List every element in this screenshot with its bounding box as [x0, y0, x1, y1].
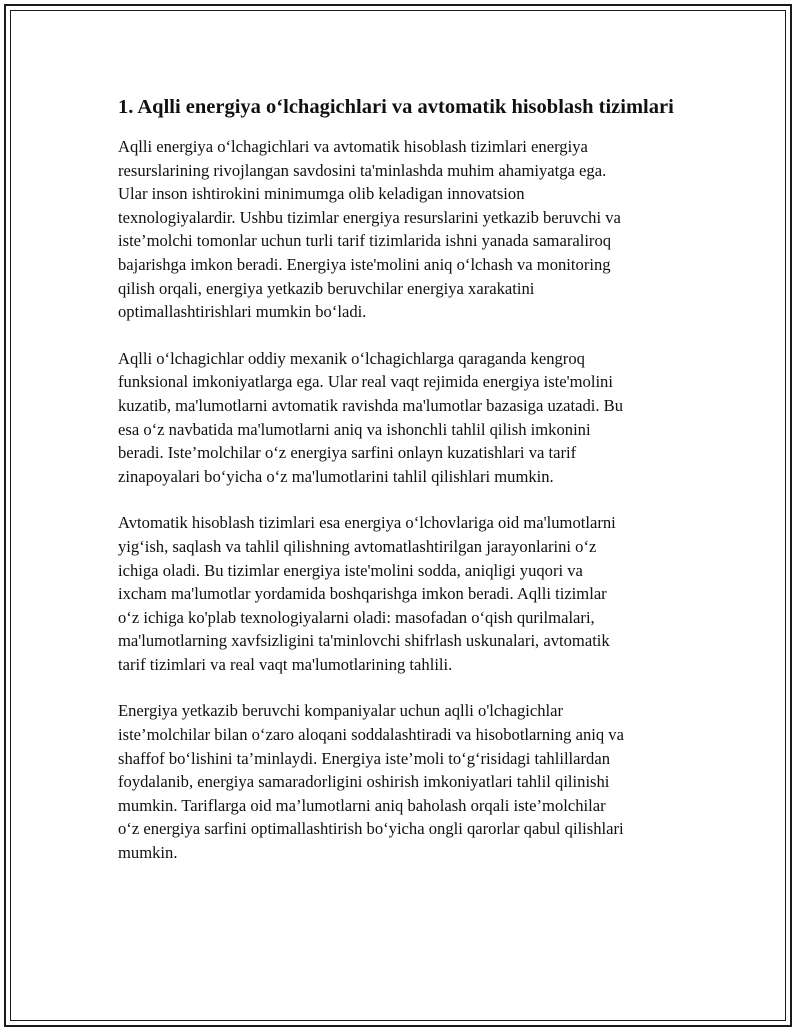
- document-body: [118, 94, 684, 888]
- paragraph-2: Aqlli o‘lchagichlar oddiy mexanik o‘lchagichlarga qaraganda kengroq funksional imkoniyatlarga ega. Ular real vaqt rejimida energiya iste'molini kuzatib, ma'lumotlarni avtomatik ravishda ma'lumotlar bazasiga uzatadi. Bu esa o‘z navbatida ma'lumotlarni aniq va ishonchli tahlil qilish imkonini beradi. Iste’molchilar o‘z energiya sarfini onlayn kuzatishlari va tarif zinapoyalari bo‘yicha o‘z ma'lumotlarini tahlil qilishlari mumkin.: [118, 348, 624, 486]
- section-heading: 1. Aqlli energiya o‘lchagichlari va avtomatik hisoblash tizimlari: [118, 96, 674, 118]
- paragraph-3: Avtomatik hisoblash tizimlari esa energiya o‘lchovlariga oid ma'lumotlarni yig‘ish, saqlash va tahlil qilishning avtomatlashtirilgan jarayonlarini o‘z ichiga oladi. Bu tizimlar energiya iste'molini sodda, aniqligi yuqori va ixcham ma'lumotlar yordamida boshqarishga imkon beradi. Aqlli tizimlar o‘z ichiga ko'plab texnologiyalarni oladi: masofadan o‘qish qurilmalari, ma'lumotlarning xavfsizligini ta'minlovchi shifrlash uskunalari, avtomatik tarif tizimlari va real vaqt ma'lumotlarining tahlili.: [118, 513, 616, 674]
- paragraph-1: Aqlli energiya o‘lchagichlari va avtomatik hisoblash tizimlari energiya resurslarining rivojlangan savdosini ta'minlashda muhim ahamiyatga ega. Ular inson ishtirokini minimumga olib keladigan innovatsion texnologiyalardir. Ushbu tizimlar energiya resurslarini yetkazib beruvchi va iste’molchi tomonlar uchun turli tarif tizimlarida ishni yanada samaraliroq bajarishga imkon beradi. Energiya iste'molini aniq o‘lchash va monitoring qilish orqali, energiya yetkazib beruvchilar energiya xarakatini optimallashtirishlari mumkin bo‘ladi.: [118, 137, 621, 322]
- paragraph-4: Energiya yetkazib beruvchi kompaniyalar uchun aqlli o'lchagichlar iste’molchilar bilan o‘zaro aloqani soddalashtiradi va hisobotlarning aniq va shaffof bo‘lishini ta’minlaydi. Energiya iste’moli to‘g‘risidagi tahlillardan foydalanib, energiya samaradorligini oshirish imkoniyatlari tahlil qilinishi mumkin. Tariflarga oid ma’lumotlarni aniq baholash orqali iste’molchilar o‘z energiya sarfini optimallashtirish bo‘yicha ongli qarorlar qabul qilishlari mumkin.: [118, 701, 624, 863]
